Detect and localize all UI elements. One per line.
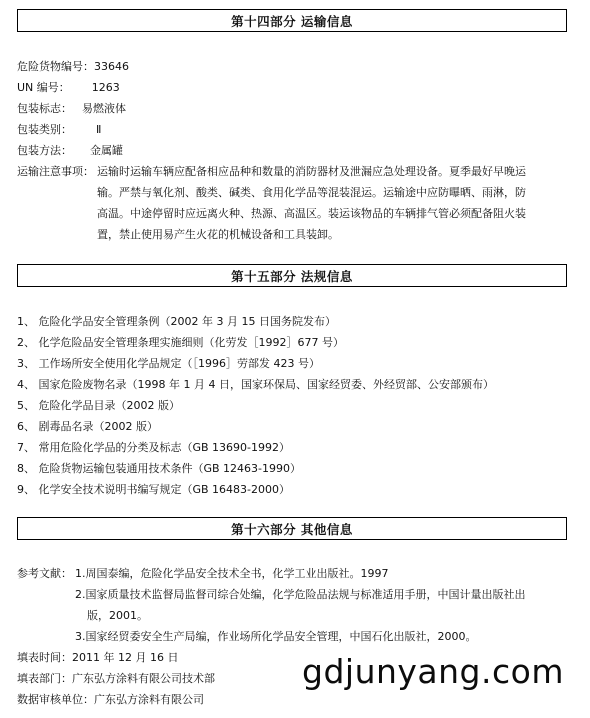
package-mark-row <box>17 98 126 119</box>
fill-dept-label: 填表部门： <box>17 672 72 685</box>
fill-dept-value: 广东弘方涂料有限公司技术部 <box>72 672 215 685</box>
list-item: 1、 危险化学品安全管理条例（2002 年 3 月 15 日国务院发布） <box>17 315 336 328</box>
fill-dept-row <box>17 668 215 689</box>
fill-time-row <box>17 647 178 668</box>
section-16-title: 第十六部分 其他信息 <box>17 517 567 540</box>
review-unit-row <box>17 689 204 710</box>
transport-notes-line: 置，禁止使用易产生火花的机械设备和工具装卸。 <box>97 228 339 241</box>
list-item: 8、 危险货物运输包装通用技术条件（GB 12463-1990） <box>17 462 302 475</box>
references-label: 参考文献： <box>17 567 72 580</box>
reference-item: 2.国家质量技术监督局监督司综合处编，化学危险品法规与标准适用手册，中国计量出版社出 <box>75 588 526 601</box>
package-mark-value: 易燃液体 <box>82 102 126 115</box>
un-hazard-number-value: 33646 <box>94 60 129 73</box>
references-list <box>75 563 575 647</box>
un-number-row <box>17 77 120 98</box>
regulations-list <box>17 311 577 500</box>
reference-item: 版，2001。 <box>87 609 148 622</box>
section-15-title: 第十五部分 法规信息 <box>17 264 567 287</box>
package-class-value: Ⅱ <box>96 123 102 136</box>
list-item: 7、 常用危险化学品的分类及标志（GB 13690-1992） <box>17 441 291 454</box>
list-item: 9、 化学安全技术说明书编写规定（GB 16483-2000） <box>17 483 291 496</box>
review-unit-value: 广东弘方涂料有限公司 <box>94 693 204 706</box>
reference-item: 3.国家经贸委安全生产局编，作业场所化学品安全管理，中国石化出版社，2000。 <box>75 630 477 643</box>
package-class-row <box>17 119 101 140</box>
transport-notes-line: 运输时运输车辆应配备相应品种和数量的消防器材及泄漏应急处理设备。夏季最好早晚运 <box>97 165 526 178</box>
un-number-label: UN 编号： <box>17 81 70 94</box>
fill-time-value: 2011 年 12 月 16 日 <box>72 651 179 664</box>
un-hazard-number-row <box>17 56 129 77</box>
transport-notes-label: 运输注意事项： <box>17 165 94 178</box>
list-item: 6、 剧毒品名录（2002 版） <box>17 420 158 433</box>
review-unit-label: 数据审核单位： <box>17 693 94 706</box>
section-14-title: 第十四部分 运输信息 <box>17 9 567 32</box>
un-number-value: 1263 <box>91 81 120 94</box>
watermark: gdjunyang.com <box>296 652 570 695</box>
un-hazard-number-label: 危险货物编号： <box>17 60 94 73</box>
fill-time-label: 填表时间： <box>17 651 72 664</box>
list-item: 5、 危险化学品目录（2002 版） <box>17 399 180 412</box>
transport-notes-line: 输。严禁与氧化剂、酸类、碱类、食用化学品等混装混运。运输途中应防曝晒、雨淋，防 <box>97 186 526 199</box>
package-mark-label: 包装标志： <box>17 102 72 115</box>
transport-notes-line: 高温。中途停留时应远离火种、热源、高温区。装运该物品的车辆排气管必须配备阻火装 <box>97 207 526 220</box>
list-item: 3、 工作场所安全使用化学品规定（［1996］劳部发 423 号） <box>17 357 320 370</box>
package-method-label: 包装方法： <box>17 144 72 157</box>
list-item: 4、 国家危险废物名录（1998 年 1 月 4 日，国家环保局、国家经贸委、外经贸部、公安部颁布） <box>17 378 494 391</box>
package-method-row <box>17 140 123 161</box>
transport-notes <box>97 161 575 245</box>
list-item: 2、 化学危险品安全管理条理实施细则（化劳发［1992］677 号） <box>17 336 344 349</box>
package-method-value: 金属罐 <box>90 144 123 157</box>
reference-item: 1.周国泰编，危险化学品安全技术全书，化学工业出版社。1997 <box>75 567 389 580</box>
package-class-label: 包装类别： <box>17 123 72 136</box>
